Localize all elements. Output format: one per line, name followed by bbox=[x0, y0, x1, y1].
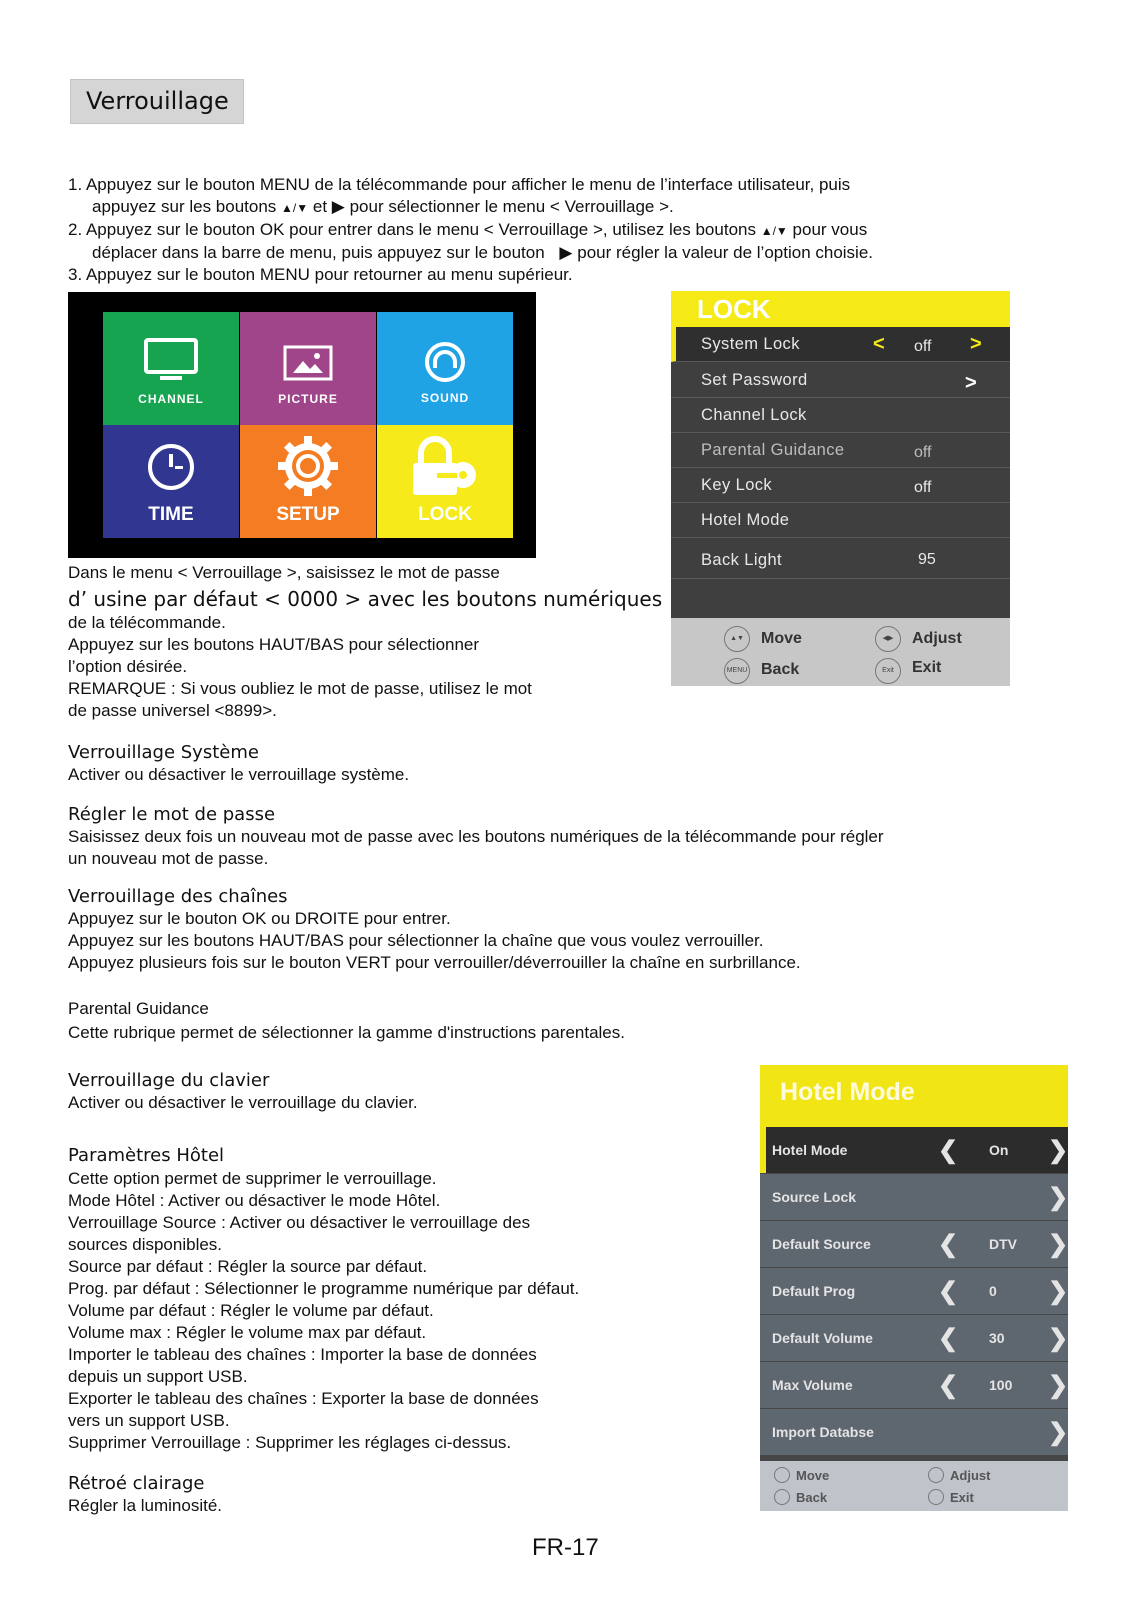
right-arrow-icon[interactable]: ❯ bbox=[1048, 1419, 1069, 1446]
hotel-menu-item[interactable] bbox=[760, 1362, 1068, 1408]
right-arrow-icon[interactable]: > bbox=[965, 372, 977, 394]
menu-tile-setup[interactable] bbox=[240, 425, 376, 538]
section-text: Cette rubrique permet de sélectionner la gamme d'instructions parentales. bbox=[68, 1023, 625, 1042]
hotel-section-line: Supprimer Verrouillage : Supprimer les réglages ci-dessus. bbox=[68, 1433, 512, 1452]
lock-menu-osd bbox=[671, 291, 1010, 686]
up-down-arrows-icon: ▲/▼ bbox=[281, 201, 309, 215]
note-line: REMARQUE : Si vous oubliez le mot de passe, utilisez le mot bbox=[68, 679, 532, 698]
menu-item-label: Default Source bbox=[772, 1236, 871, 1252]
hotel-section-line: sources disponibles. bbox=[68, 1235, 223, 1254]
headphone-icon bbox=[423, 340, 467, 384]
hotel-menu-item[interactable] bbox=[760, 1174, 1068, 1220]
osd-title: Hotel Mode bbox=[780, 1078, 915, 1106]
menu-tile-picture[interactable] bbox=[240, 312, 376, 425]
section-line: un nouveau mot de passe. bbox=[68, 849, 269, 868]
step-2-line-2 bbox=[68, 242, 1118, 264]
menu-tile-label: SOUND bbox=[420, 391, 470, 405]
menu-item-label: Import Databse bbox=[772, 1424, 874, 1440]
menu-item-label: System Lock bbox=[701, 335, 800, 353]
right-arrow-icon[interactable]: ❯ bbox=[1048, 1184, 1069, 1211]
menu-item-label: Default Volume bbox=[772, 1330, 873, 1346]
note-line: de passe universel <8899>. bbox=[68, 701, 277, 720]
note-line: Dans le menu < Verrouillage >, saisissez le mot de passe bbox=[68, 563, 500, 582]
step-3: 3. Appuyez sur le bouton MENU pour retourner au menu supérieur. bbox=[68, 265, 573, 284]
main-menu-screen bbox=[68, 292, 536, 558]
step-text: pour sélectionner le menu < Verrouillage >. bbox=[349, 197, 674, 216]
hotel-section-line: Exporter le tableau des chaînes : Exporter la base de données bbox=[68, 1389, 539, 1408]
section-text: Activer ou désactiver le verrouillage système. bbox=[68, 765, 410, 784]
osd-header bbox=[760, 1065, 1068, 1127]
instruction-steps bbox=[68, 174, 1118, 286]
section-line: Appuyez sur les boutons HAUT/BAS pour sélectionner la chaîne que vous voulez verrouiller. bbox=[68, 931, 764, 950]
hotel-section-line: Volume par défaut : Régler le volume par défaut. bbox=[68, 1301, 434, 1320]
hotel-section-line: Verrouillage Source : Activer ou désactiver le verrouillage des bbox=[68, 1213, 531, 1232]
menu-item-label: Channel Lock bbox=[701, 406, 807, 424]
step-text: appuyez sur les boutons bbox=[92, 197, 277, 216]
back-button-icon bbox=[774, 1489, 790, 1505]
menu-tile-label: TIME bbox=[148, 504, 194, 525]
tv-icon bbox=[143, 337, 199, 383]
right-arrow-icon: ▶ bbox=[331, 197, 345, 216]
lock-menu-item[interactable] bbox=[671, 327, 1010, 362]
hotel-menu-item[interactable] bbox=[760, 1268, 1068, 1314]
left-arrow-icon[interactable]: ❮ bbox=[938, 1278, 959, 1305]
note-line: Appuyez sur les boutons HAUT/BAS pour sélectionner bbox=[68, 635, 480, 654]
hotel-section-text bbox=[68, 1168, 728, 1454]
hotel-menu-item[interactable] bbox=[760, 1315, 1068, 1361]
note-line: d’ usine par défaut < 0000 > avec les boutons numériques bbox=[68, 587, 663, 611]
menu-item-label: Back Light bbox=[701, 551, 783, 569]
right-arrow-icon[interactable]: ❯ bbox=[1048, 1278, 1069, 1305]
lock-menu-item[interactable] bbox=[671, 503, 1010, 538]
menu-tile-channel[interactable] bbox=[103, 312, 239, 425]
footer-back-label: Back bbox=[796, 1490, 828, 1505]
section-heading: Paramètres Hôtel bbox=[68, 1145, 225, 1166]
step-2-line-1 bbox=[68, 219, 1118, 242]
menu-item-value: 100 bbox=[989, 1377, 1013, 1393]
osd-title: LOCK bbox=[697, 294, 771, 324]
section-heading: Verrouillage des chaînes bbox=[68, 886, 288, 907]
menu-tile-label: PICTURE bbox=[278, 392, 338, 406]
hotel-section-line: Source par défaut : Régler la source par défaut. bbox=[68, 1257, 428, 1276]
step-text: pour vous bbox=[792, 220, 868, 239]
note-line: de la télécommande. bbox=[68, 613, 226, 632]
menu-tile-time[interactable] bbox=[103, 425, 239, 538]
section-text bbox=[68, 908, 1118, 974]
menu-item-value: DTV bbox=[989, 1236, 1017, 1252]
page-number: FR-17 bbox=[532, 1534, 599, 1561]
section-line: Appuyez plusieurs fois sur le bouton VERT pour verrouiller/déverrouiller la chaîne en surbrillance. bbox=[68, 953, 801, 972]
footer-adjust-label: Adjust bbox=[912, 630, 962, 647]
adjust-button-icon bbox=[928, 1467, 944, 1483]
right-arrow-icon[interactable]: ❯ bbox=[1048, 1325, 1069, 1352]
move-button-icon: ▲▼ bbox=[724, 626, 750, 652]
menu-item-value: 30 bbox=[989, 1330, 1005, 1346]
section-heading: Verrouillage Système bbox=[68, 742, 259, 763]
hotel-menu-item[interactable] bbox=[760, 1409, 1068, 1455]
lock-menu-item[interactable] bbox=[671, 433, 1010, 468]
menu-tile-label: LOCK bbox=[418, 504, 472, 525]
menu-item-label: Hotel Mode bbox=[701, 511, 790, 529]
lock-menu-item[interactable] bbox=[671, 539, 1010, 579]
section-line: Appuyez sur le bouton OK ou DROITE pour entrer. bbox=[68, 909, 451, 928]
right-arrow-icon[interactable]: > bbox=[970, 333, 982, 355]
picture-icon bbox=[283, 345, 333, 381]
left-arrow-icon[interactable]: ❮ bbox=[938, 1231, 959, 1258]
menu-item-label: Parental Guidance bbox=[701, 441, 845, 459]
section-heading: Verrouillage du clavier bbox=[68, 1070, 270, 1091]
menu-item-label: Source Lock bbox=[772, 1189, 857, 1205]
menu-tile-label: CHANNEL bbox=[138, 392, 204, 406]
footer-exit-label: Exit bbox=[912, 659, 942, 676]
lock-menu-item[interactable] bbox=[671, 468, 1010, 503]
section-heading: Régler le mot de passe bbox=[68, 804, 276, 825]
exit-button-icon bbox=[928, 1489, 944, 1505]
osd-footer bbox=[671, 618, 1010, 686]
exit-button-icon: Exit bbox=[875, 658, 901, 684]
right-arrow-icon: ▶ bbox=[559, 243, 573, 262]
osd-footer bbox=[760, 1461, 1068, 1511]
right-arrow-icon[interactable]: ❯ bbox=[1048, 1137, 1069, 1164]
section-text bbox=[68, 826, 1118, 870]
section-heading: Rétroé clairage bbox=[68, 1473, 205, 1494]
footer-exit-label: Exit bbox=[950, 1490, 974, 1505]
hotel-section-line: Cette option permet de supprimer le verrouillage. bbox=[68, 1169, 437, 1188]
hotel-section-line: Prog. par défaut : Sélectionner le programme numérique par défaut. bbox=[68, 1279, 580, 1298]
hotel-menu-item[interactable] bbox=[760, 1221, 1068, 1267]
footer-move-label: Move bbox=[761, 630, 802, 647]
menu-item-label: Set Password bbox=[701, 371, 808, 389]
lock-menu-item[interactable] bbox=[671, 398, 1010, 433]
osd-header bbox=[671, 291, 1010, 327]
hotel-menu-item[interactable] bbox=[760, 1127, 1068, 1173]
hotel-section-line: vers un support USB. bbox=[68, 1411, 230, 1430]
section-line: Saisissez deux fois un nouveau mot de passe avec les boutons numériques de la télécommande pour régler bbox=[68, 827, 884, 846]
footer-move-label: Move bbox=[796, 1468, 830, 1483]
hotel-section-line: depuis un support USB. bbox=[68, 1367, 248, 1386]
lock-key-icon bbox=[407, 435, 483, 501]
menu-item-value: off bbox=[914, 479, 932, 496]
footer-back-label: Back bbox=[761, 661, 800, 678]
menu-tile-lock[interactable] bbox=[377, 425, 513, 538]
move-button-icon bbox=[774, 1467, 790, 1483]
section-text: Régler la luminosité. bbox=[68, 1496, 223, 1515]
right-arrow-icon[interactable]: ❯ bbox=[1048, 1231, 1069, 1258]
menu-item-value: off bbox=[914, 338, 932, 355]
menu-item-label: Key Lock bbox=[701, 476, 773, 494]
menu-item-label: Default Prog bbox=[772, 1283, 856, 1299]
step-text: et bbox=[312, 197, 328, 216]
left-arrow-icon[interactable]: ❮ bbox=[938, 1137, 959, 1164]
menu-tile-sound[interactable] bbox=[377, 312, 513, 425]
password-note bbox=[68, 562, 668, 722]
right-arrow-icon[interactable]: ❯ bbox=[1048, 1372, 1069, 1399]
step-text: pour régler la valeur de l’option choisie. bbox=[577, 243, 874, 262]
menu-tile-label: SETUP bbox=[276, 504, 340, 525]
menu-item-label: Max Volume bbox=[772, 1377, 853, 1393]
left-arrow-icon[interactable]: < bbox=[873, 333, 885, 355]
hotel-section-line: Volume max : Régler le volume max par défaut. bbox=[68, 1323, 427, 1342]
menu-item-label: Hotel Mode bbox=[772, 1142, 848, 1158]
step-1-line-2 bbox=[68, 196, 1118, 219]
menu-item-value: 0 bbox=[989, 1283, 997, 1299]
hotel-section-line: Importer le tableau des chaînes : Importer la base de données bbox=[68, 1345, 537, 1364]
note-line: l’option désirée. bbox=[68, 657, 188, 676]
left-arrow-icon[interactable]: ❮ bbox=[938, 1372, 959, 1399]
step-text: 2. Appuyez sur le bouton OK pour entrer dans le menu < Verrouillage >, utilisez les boutons bbox=[68, 220, 756, 239]
lock-menu-item[interactable] bbox=[671, 363, 1010, 398]
menu-button-icon: MENU bbox=[724, 658, 750, 684]
footer-adjust-label: Adjust bbox=[950, 1468, 991, 1483]
gear-icon bbox=[275, 433, 341, 499]
menu-item-value: 95 bbox=[918, 551, 936, 568]
adjust-button-icon: ◀▶ bbox=[875, 626, 901, 652]
hotel-mode-osd bbox=[760, 1065, 1068, 1511]
step-text: déplacer dans la barre de menu, puis appuyez sur le bouton bbox=[92, 243, 545, 262]
menu-item-value: off bbox=[914, 444, 932, 461]
up-down-arrows-icon: ▲/▼ bbox=[760, 224, 788, 238]
hotel-section-line: Mode Hôtel : Activer ou désactiver le mode Hôtel. bbox=[68, 1191, 441, 1210]
section-text: Activer ou désactiver le verrouillage du clavier. bbox=[68, 1093, 418, 1112]
clock-icon bbox=[146, 442, 196, 492]
section-heading: Parental Guidance bbox=[68, 999, 209, 1018]
step-1-line-1: 1. Appuyez sur le bouton MENU de la télécommande pour afficher le menu de l’interface utilisateur, puis bbox=[68, 175, 851, 194]
page-title: Verrouillage bbox=[70, 79, 244, 124]
menu-item-value: On bbox=[989, 1142, 1009, 1158]
left-arrow-icon[interactable]: ❮ bbox=[938, 1325, 959, 1352]
